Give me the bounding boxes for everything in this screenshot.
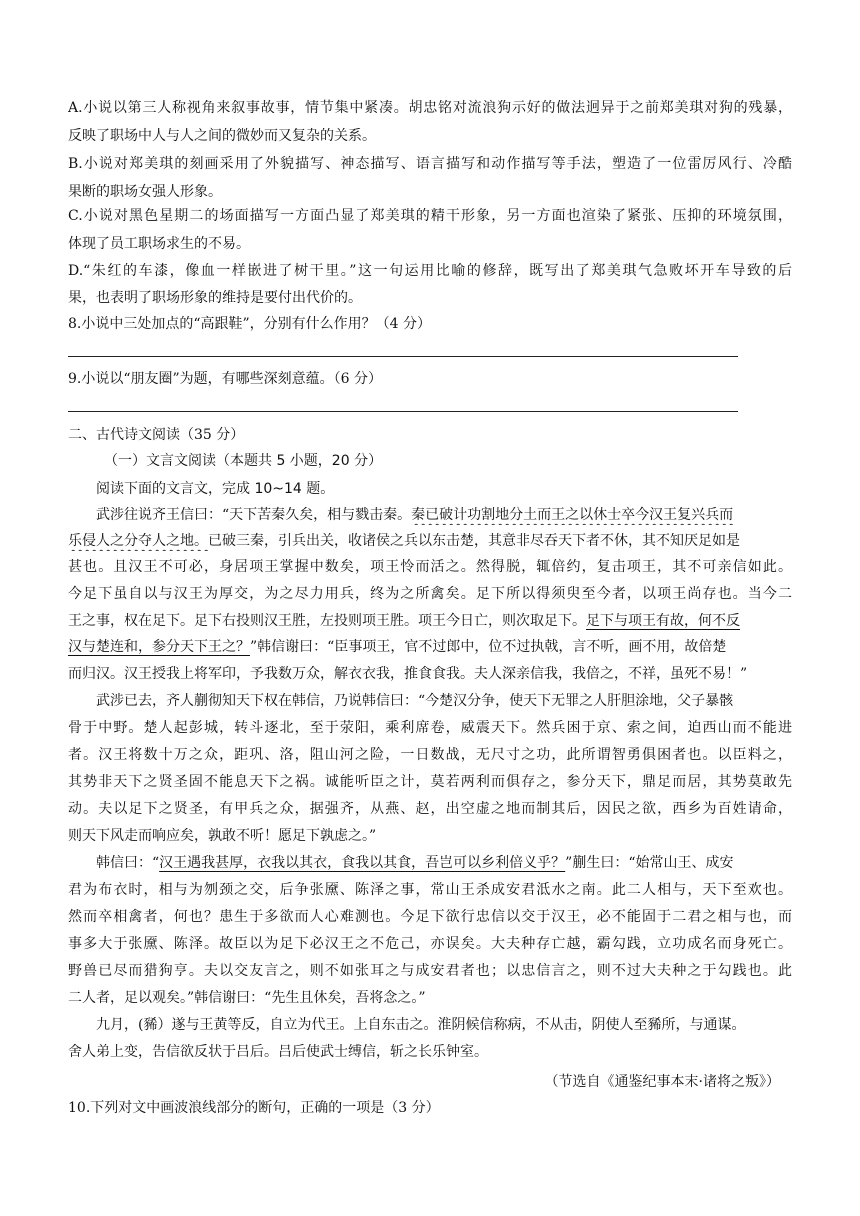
passage-p2-line-3: 者。汉王将数十万之众，距巩、洛，阻山河之险，一日数战，无尺寸之功，此所谓智勇俱困者也。以臣料之， [68,747,792,763]
passage-p4-line-2: 舍人弟上变，告信欲反状于吕后。吕后使武士缚信，斩之长乐钟室。 [68,1044,488,1060]
option-b-line-1: B.小说对郑美琪的刻画采用了外貌描写、神态描写、语言描写和动作描写等手法，塑造了一位雷厉风行、冷酷 [68,156,792,172]
passage-text: ”韩信谢曰：“臣事项王，官不过郎中，位不过执戟，言不听，画不用，故倍楚 [250,639,727,655]
passage-p1-line-1 [96,505,792,525]
passage-source: （节选自《通鉴纪事本末·诸将之叛》） [544,1074,780,1090]
passage-p3-line-3: 然而卒相禽者，何也？患生于多欲而人心难测也。今足下欲行忠信以交于汉王，必不能固于二君之相与也，而 [68,909,792,925]
passage-text: 王之事，权在足下。足下右投则汉王胜，左投则项王胜。项王今日亡，则次取足下。 [68,613,586,629]
passage-p2-line-2: 骨于中野。楚人起彭城，转斗逐北，至于荥阳，乘利席卷，威震天下。然兵困于京、索之间，迫西山而不能进 [68,720,792,736]
option-b-line-2: 果断的职场女强人形象。 [68,184,222,200]
passage-p1-line-2 [68,531,792,551]
option-c-line-2: 体现了员工职场求生的不易。 [68,236,250,252]
wavy-underlined-text: 乐侵人之分夺人之地。 [68,533,208,549]
passage-text: 武涉往说齐王信曰：“天下苦秦久矣，相与戮击秦。 [96,507,412,523]
passage-p3-line-4: 事多大于张黡、陈泽。故臣以为足下必汉王之不危己，亦误矣。大夫种存亡越，霸勾践，立功成名而身死亡。 [68,936,792,952]
option-a-line-2: 反映了职场中人与人之间的微妙而又复杂的关系。 [68,128,376,144]
wavy-underlined-text: 秦已破计功割地分土而王之以休士卒今汉王复兴兵而 [411,507,734,523]
section-heading-2: 二、古代诗文阅读（35 分） [68,427,245,443]
passage-p2-line-6: 则天下风走而响应矣，孰敢不听！愿足下孰虑之。” [68,828,377,844]
reading-instruction: 阅读下面的文言文，完成 10~14 题。 [96,481,335,497]
passage-p2-line-1: 武涉已去，齐人蒯彻知天下权在韩信，乃说韩信曰：“今楚汉分争，使天下无罪之人肝胆涂地，父子暴骸 [96,693,734,709]
passage-p2-line-5: 动。夫以足下之贤圣，有甲兵之众，据强齐，从燕、赵，出空虚之地而制其后，因民之欲，西乡为百姓请命， [68,801,792,817]
passage-text: 韩信曰：“ [96,855,160,871]
passage-p1-line-3: 甚也。且汉王不可必，身居项王掌握中数矣，项王怜而活之。然得脱，辄倍约，复击项王，其不可亲信如此。 [68,559,792,575]
passage-p1-line-4: 今足下虽自以与汉王为厚交，为之尽力用兵，终为之所禽矣。足下所以得须臾至今者，以项王尚存也。当今二 [68,586,792,602]
answer-line-q9[interactable] [68,411,738,412]
question-10: 10.下列对文中画波浪线部分的断句，正确的一项是（3 分） [68,1100,440,1116]
passage-p3-line-6: 二人者，足以观矣。”韩信谢曰：“先生且休矣，吾将念之。” [68,990,426,1006]
passage-p3-line-1 [96,853,792,873]
question-9: 9.小说以“朋友圈”为题，有哪些深刻意蕴。（6 分） [68,371,383,387]
answer-line-q8[interactable] [68,356,738,357]
question-8: 8.小说中三处加点的“高跟鞋”，分别有什么作用？（4 分） [68,316,432,332]
passage-text: ”蒯生曰：“始常山王、成安 [565,855,734,871]
passage-p3-line-5: 野兽已尽而猎狗亨。夫以交友言之，则不如张耳之与成安君者也；以忠信言之，则不过大夫种之于勾践也。此 [68,963,792,979]
underlined-text: 足下与项王有故，何不反 [586,613,740,629]
option-a-line-1: A.小说以第三人称视角来叙事故事，情节集中紧凑。胡忠铭对流浪狗示好的做法迥异于之前郑美琪对狗的残暴， [68,100,792,116]
passage-p1-line-7: 而归汉。汉王授我上将军印，予我数万众，解衣衣我，推食食我。夫人深亲信我，我倍之，不祥，虽死不易！” [68,666,748,682]
passage-p4-line-1: 九月，(豨）遂与王黄等反，自立为代王。上自东击之。淮阴候信称病，不从击，阴使人至豨所，与通谋。 [96,1017,746,1033]
option-c-line-1: C.小说对黑色星期二的场面描写一方面凸显了郑美琪的精干形象，另一方面也渲染了紧张、压抑的环境氛围， [68,208,792,224]
option-d-line-2: 果，也表明了职场形象的维持是要付出代价的。 [68,290,362,306]
passage-text: 已破三秦，引兵出关，收诸侯之兵以东击楚，其意非尽吞天下者不休，其不知厌足如是 [208,533,740,549]
passage-p1-line-5 [68,611,792,631]
option-d-line-1: D.“朱红的车漆，像血一样嵌进了树干里。”这一句运用比喻的修辞，既写出了郑美琪气急败坏开车导致的后 [68,263,792,279]
passage-p1-line-6 [68,637,792,657]
subsection-heading-1: （一）文言文阅读（本题共 5 小题，20 分） [104,453,383,469]
underlined-text: 汉与楚连和，参分天下王之？ [68,639,250,655]
passage-p2-line-4: 其势非天下之贤圣固不能息天下之祸。诚能听臣之计，莫若两利而俱存之，参分天下，鼎足而居，其势莫敢先 [68,774,792,790]
underlined-text: 汉王遇我甚厚，衣我以其衣，食我以其食，吾岂可以乡利倍义乎？ [159,855,566,871]
passage-p3-line-2: 君为布衣时，相与为刎颈之交，后争张黡、陈泽之事，常山王杀成安君泜水之南。此二人相与，天下至欢也。 [68,882,792,898]
